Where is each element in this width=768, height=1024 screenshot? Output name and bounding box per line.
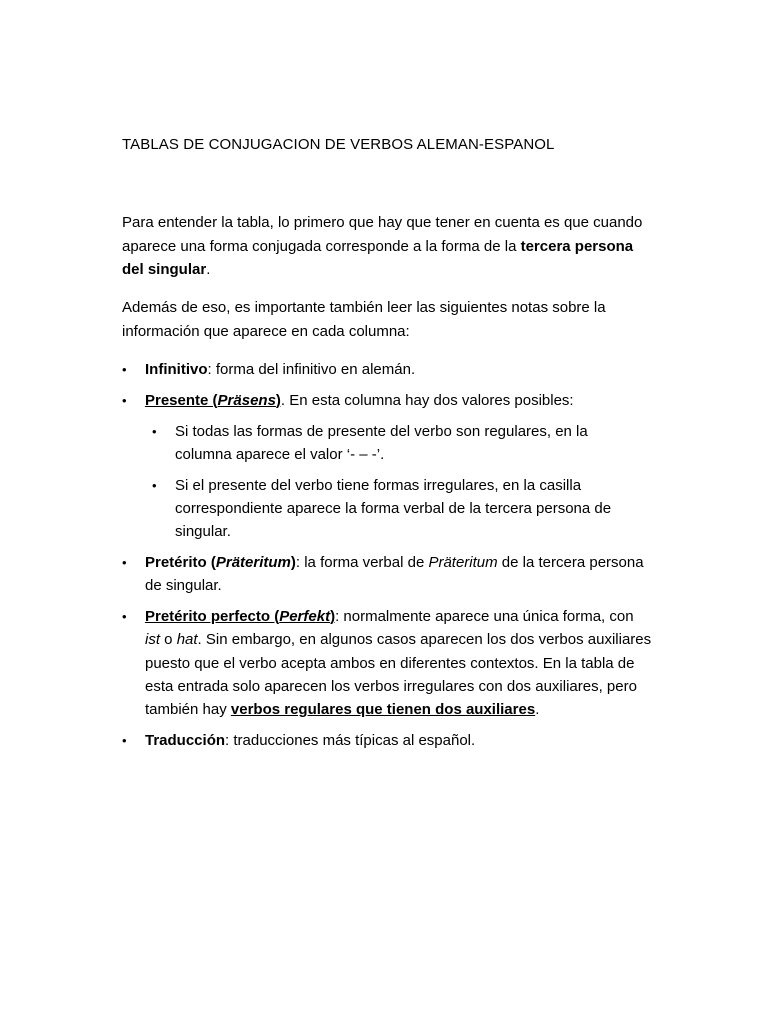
list-item-preterito xyxy=(122,551,652,598)
term-infinitivo: Infinitivo xyxy=(145,361,208,378)
desc-perfecto-3: . xyxy=(535,701,540,719)
desc-perfecto-hat: hat xyxy=(176,631,198,649)
list-item-infinitivo xyxy=(122,358,652,381)
presente-sublist xyxy=(145,420,652,544)
desc-perfecto-2: . Sin embargo, en algunos casos aparecen los dos verbos auxiliares puesto que el verbo acepta ambos en diferentes contextos. En la tabla de esta entrada solo aparecen los verbos irregulares con dos auxiliares, pero también hay xyxy=(145,631,652,719)
term-presente-close: ) xyxy=(275,391,281,409)
intro-bold-text: tercera persona del singular xyxy=(122,237,634,278)
desc-preterito-1: : la forma verbal de xyxy=(295,554,429,572)
regular-verbs-two-auxiliaries-link[interactable]: verbos regulares que tienen dos auxiliares xyxy=(230,701,536,719)
column-notes-list xyxy=(122,358,652,760)
term-traduccion: Traducción xyxy=(145,732,226,750)
intro-period: . xyxy=(206,261,211,278)
desc-preterito-2: de la tercera persona de singular. xyxy=(145,554,644,595)
desc-infinitivo: : forma del infinitivo en alemán. xyxy=(207,361,416,378)
desc-traduccion: : traducciones más típicas al español. xyxy=(225,732,476,750)
sublist-item-regular: • Si todas las formas de presente del verbo son regulares, en la columna aparece el valor ‘- – -’. xyxy=(145,420,615,467)
list-item-perfecto xyxy=(122,605,652,721)
term-perfecto-label: Pretérito perfecto ( xyxy=(145,608,280,626)
term-presente-label: Presente ( xyxy=(145,391,218,409)
desc-perfecto-ist: ist xyxy=(145,631,160,649)
term-preterito-close: ) xyxy=(290,554,296,572)
list-item-traduccion xyxy=(122,729,652,752)
sublist-item-irregular: • Si el presente del verbo tiene formas irregulares, en la casilla correspondiente aparece la forma verbal de la tercera persona de singular. xyxy=(145,474,615,544)
term-presente xyxy=(145,392,281,409)
term-preterito-label: Pretérito ( xyxy=(145,554,216,572)
intro-paragraph xyxy=(122,211,652,282)
notes-intro-paragraph: Además de eso, es importante también leer las siguientes notas sobre la información que aparece en cada columna: xyxy=(122,299,606,340)
term-perfecto xyxy=(145,608,335,625)
desc-perfecto-o: o xyxy=(160,631,177,649)
term-preterito-german: Präteritum xyxy=(215,554,291,572)
term-presente-german: Präsens xyxy=(217,391,276,409)
desc-presente: . En esta columna hay dos valores posibles: xyxy=(280,391,574,409)
desc-preterito-german: Präteritum xyxy=(428,554,498,572)
desc-perfecto-1: : normalmente aparece una única forma, con xyxy=(335,608,634,626)
list-item-presente xyxy=(122,389,652,544)
term-perfecto-german: Perfekt xyxy=(279,608,331,626)
term-preterito xyxy=(145,554,296,571)
intro-text: Para entender la tabla, lo primero que hay que tener en cuenta es que cuando aparece una forma conjugada corresponde a la forma de la xyxy=(122,214,643,255)
term-perfecto-close: ) xyxy=(330,608,336,626)
document-title: TABLAS DE CONJUGACION DE VERBOS ALEMAN-ESPANOL xyxy=(122,136,555,153)
